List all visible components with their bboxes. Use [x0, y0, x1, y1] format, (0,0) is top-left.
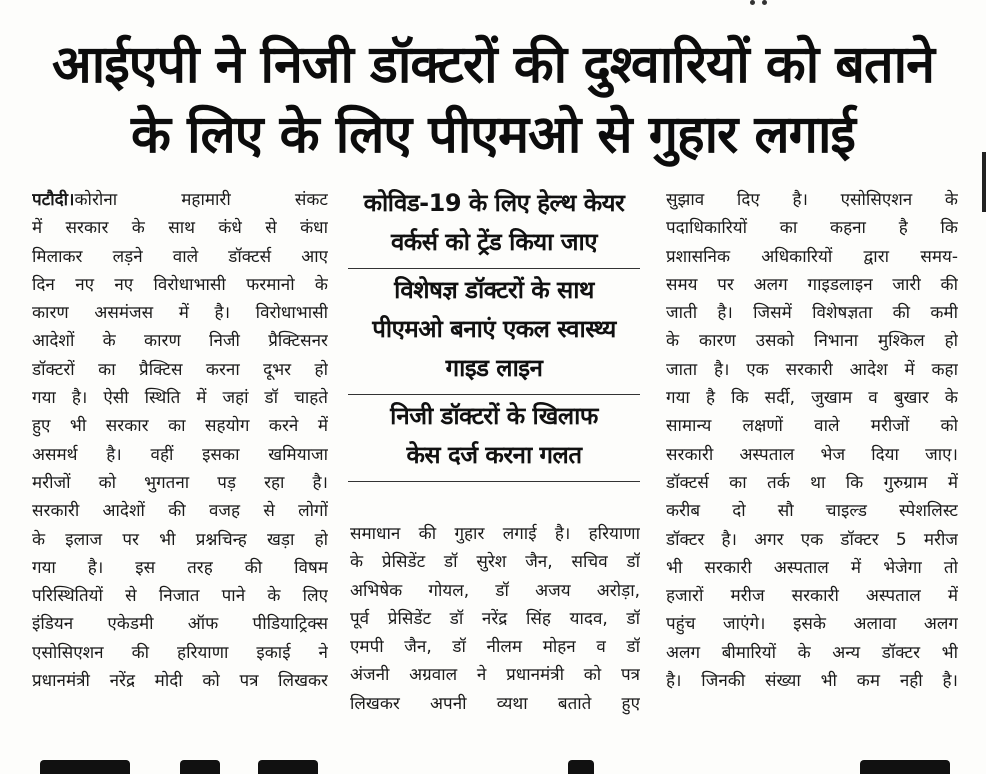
column-line: एसोसिएशन की हरियाणा इकाई ने	[32, 642, 328, 663]
column-line: के इलाज पर भी प्रश्नचिन्ह खड़ा हो	[32, 529, 328, 550]
column-line: है। जिनकी संख्या भी कम नही है।	[666, 671, 958, 692]
dateline: पटौदी।	[32, 190, 75, 210]
column-line: समय पर अलग गाइडलाइन जारी की	[666, 274, 958, 295]
column-line: अभिषेक गोयल, डॉ अजय अरोड़ा,	[350, 580, 640, 601]
subhead-line: विशेषज्ञ डॉक्टरों के साथ	[394, 276, 594, 304]
middle-column	[350, 520, 640, 718]
subhead-line: केस दर्ज करना गलत	[406, 441, 582, 469]
column-line: के कारण उसको निभाना मुश्किल हो	[666, 331, 958, 352]
column-line: प्रशासनिक अधिकारियों द्वारा समय-	[666, 246, 958, 267]
headline-line-1: आईएपी ने निजी डॉक्टरों की दुश्वारियों को बताने	[52, 35, 934, 95]
column-line: प्रधानमंत्री नरेंद्र मोदी को पत्र लिखकर	[32, 671, 328, 692]
subhead-line: पीएमओ बनाएं एकल स्वास्थ्य	[372, 315, 616, 343]
column-line: पटौदी।कोरोना महामारी संकट	[32, 190, 328, 210]
column-line: डॉक्टर है। अगर एक डॉक्टर 5 मरीज	[666, 529, 958, 550]
column-line: हजारों मरीज सरकारी अस्पताल में	[666, 586, 958, 607]
column-line: दिन नए नए विरोधाभासी फरमानो के	[32, 274, 328, 295]
top-edge-fragment	[744, 0, 772, 6]
column-line: समाधान की गुहार लगाई है। हरियाणा	[350, 524, 640, 544]
next-headline-fragment	[0, 752, 986, 774]
subhead-health-workers	[348, 182, 640, 269]
column-line: गया है। ऐसी स्थिति में जहां डॉ चाहते	[32, 388, 328, 409]
column-line: सरकारी आदेशों की वजह से लोगों	[32, 501, 328, 522]
subhead-guideline	[348, 269, 640, 395]
subheads	[348, 182, 640, 482]
column-line: असमर्थ है। वहीं इसका खमियाजा	[32, 444, 328, 465]
column-line: करीब दो सौ चाइल्ड स्पेशलिस्ट	[666, 501, 958, 522]
subhead-line: निजी डॉक्टरों के खिलाफ	[390, 402, 598, 430]
column-line: अलग बीमारियों के अन्य डॉक्टर भी	[666, 642, 958, 663]
column-line: भी सरकारी अस्पताल में भेजेगा तो	[666, 557, 958, 578]
page-edge-mark	[982, 152, 986, 212]
subhead-case	[348, 395, 640, 482]
right-column	[666, 186, 958, 695]
column-line: पदाधिकारियों का कहना है कि	[666, 218, 958, 239]
column-line: मिलाकर लड़ने वाले डॉक्टर्स आए	[32, 246, 328, 267]
column-line: परिस्थितियों से निजात पाने के लिए	[32, 586, 328, 607]
column-line: कारण असमंजस में है। विरोधाभासी	[32, 303, 328, 324]
column-line: में सरकार के साथ कंधे से कंधा	[32, 218, 328, 239]
column-line: हुए भी सरकार का सहयोग करने में	[32, 416, 328, 437]
headline	[0, 30, 986, 170]
column-line: इंडियन एकेडमी ऑफ पीडियाट्रिक्स	[32, 614, 328, 635]
column-line: मरीजों को भुगतना पड़ रहा है।	[32, 472, 328, 493]
column-line: अंजनी अग्रवाल ने प्रधानमंत्री को पत्र	[350, 665, 640, 686]
column-line: सामान्य लक्षणों वाले मरीजों को	[666, 416, 958, 437]
left-column	[32, 186, 328, 695]
column-line: जाता है। एक सरकारी आदेश में कहा	[666, 359, 958, 380]
column-line: लिखकर अपनी व्यथा बताते हुए	[350, 693, 640, 714]
column-line: एमपी जैन, डॉ नीलम मोहन व डॉ	[350, 637, 640, 658]
column-line: सरकारी अस्पताल भेज दिया जाए।	[666, 444, 958, 465]
column-line: आदेशों के कारण निजी प्रैक्टिसनर	[32, 331, 328, 352]
column-line: के प्रेसिडेंट डॉ सुरेश जैन, सचिव डॉ	[350, 552, 640, 573]
column-line: पहुंच जाएंगे। इसके अलावा अलग	[666, 614, 958, 635]
column-line: पूर्व प्रेसिडेंट डॉ नरेंद्र सिंह यादव, डॉ	[350, 608, 640, 629]
column-line: गया है। इस तरह की विषम	[32, 557, 328, 578]
headline-line-2: के लिए के लिए पीएमओ से गुहार लगाई	[131, 105, 855, 165]
column-line: गया है कि सर्दी, जुखाम व बुखार के	[666, 388, 958, 409]
subhead-line: गाइड लाइन	[445, 354, 543, 382]
column-line: डॉक्टरों का प्रैक्टिस करना दूभर हो	[32, 359, 328, 380]
subhead-line: वर्कर्स को ट्रेंड किया जाए	[390, 228, 598, 256]
column-line: डॉक्टर्स का तर्क था कि गुरुग्राम में	[666, 472, 958, 493]
column-line: जाती है। जिसमें विशेषज्ञता की कमी	[666, 303, 958, 324]
column-line: सुझाव दिए है। एसोसिएशन के	[666, 190, 958, 210]
subhead-line: कोविड-19 के लिए हेल्थ केयर	[363, 189, 625, 217]
